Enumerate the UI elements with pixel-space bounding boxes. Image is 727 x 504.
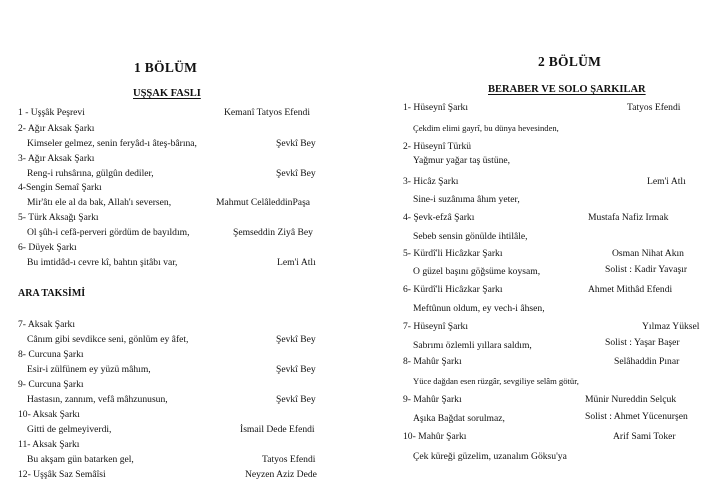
interlude-heading: ARA TAKSİMİ: [18, 288, 86, 299]
entry-composer: Selâhaddin Pınar: [614, 356, 680, 367]
entry-label: 7- Aksak Şarkı: [18, 319, 76, 330]
entry-label: 3- Ağır Aksak Şarkı: [18, 153, 95, 164]
entry-label: 12- Uşşâk Saz Semâîsi: [18, 469, 106, 480]
entry-lyric: Aşıka Bağdat sorulmaz,: [413, 413, 505, 424]
entry-lyric: Bu imtidâd-ı cevre kî, bahtın şitâbı var,: [27, 257, 178, 268]
entry-composer: Şevkî Bey: [276, 394, 316, 405]
entry-lyric: Ol şûh-i cefâ-perveri gördüm de bayıldım,: [27, 227, 190, 238]
section-title: 2 BÖLÜM: [538, 54, 602, 69]
entry-lyric: Reng-i ruhsârına, gülgûn dediler,: [27, 168, 154, 179]
entry-lyric: Gitti de gelmeyiverdi,: [27, 424, 112, 435]
entry-composer: Lem'i Atlı: [647, 176, 686, 187]
entry-composer: Şevkî Bey: [276, 168, 316, 179]
entry-label: 9- Curcuna Şarkı: [18, 379, 84, 390]
entry-composer: Tatyos Efendi: [262, 454, 316, 465]
entry-composer: Neyzen Aziz Dede: [245, 469, 317, 480]
entry-label: 4- Şevk-efzâ Şarkı: [403, 212, 475, 223]
entry-lyric: Sine-i suzânıma âhım yeter,: [413, 194, 520, 205]
entry-composer: Mustafa Nafiz Irmak: [588, 212, 669, 223]
entry-composer: Yılmaz Yüksel: [642, 321, 700, 332]
entry-lyric: Sabrımı özlemli yıllara saldım,: [413, 340, 532, 351]
entry-label: 7- Hüseynî Şarkı: [403, 321, 469, 332]
entry-composer: Arif Sami Toker: [613, 431, 676, 442]
entry-label: 9- Mahûr Şarkı: [403, 394, 462, 405]
entry-lyric: Cânım gibi sevdikce seni, gönlüm ey âfet,: [27, 334, 189, 345]
entry-composer: Şevkî Bey: [276, 334, 316, 345]
entry-lyric: Kimseler gelmez, senin feryâd-ı âteş-bârına,: [27, 138, 197, 149]
entry-composer: Münir Nureddin Selçuk: [585, 394, 677, 405]
entry-label: 5- Kürdî'li Hicâzkar Şarkı: [403, 248, 503, 259]
entry-composer: Tatyos Efendi: [627, 102, 681, 113]
entry-composer: Osman Nihat Akın: [612, 248, 684, 259]
entry-lyric: Yüce dağdan esen rüzgâr, sevgiliye selâm götür,: [413, 376, 579, 386]
entry-composer: Mahmut CelâleddinPaşa: [216, 197, 311, 208]
left-page: [0, 0, 363, 504]
entry-label: 6- Kürdî'li Hicâzkar Şarkı: [403, 284, 503, 295]
entry-label: 5- Türk Aksağı Şarkı: [18, 212, 99, 223]
entry-label: 10- Mahûr Şarkı: [403, 431, 467, 442]
entry-label: 1 - Uşşâk Peşrevi: [18, 107, 85, 118]
entry-lyric: Mir'âtı ele al da bak, Allah'ı seversen,: [27, 197, 172, 208]
entry-label: 3- Hicâz Şarkı: [403, 176, 459, 187]
entry-label: 6- Düyek Şarkı: [18, 242, 77, 253]
section-title: 1 BÖLÜM: [134, 60, 198, 75]
section-subtitle: BERABER VE SOLO ŞARKILAR: [488, 84, 646, 95]
entry-lyric: Meftûnun oldum, ey vech-i âhsen,: [413, 303, 545, 314]
entry-lyric: Çek küreği güzelim, uzanalım Göksu'ya: [413, 451, 567, 462]
entry-lyric: Hastasın, zannım, vefâ mâhzunusun,: [27, 394, 168, 405]
entry-composer: Şevkî Bey: [276, 138, 316, 149]
entry-label: 4-Sengin Semaî Şarkı: [18, 182, 102, 193]
entry-label: 8- Curcuna Şarkı: [18, 349, 84, 360]
entry-lyric: Esir-i zülfünem ey yüzü mâhım,: [27, 364, 151, 375]
entry-label: 1- Hüseynî Şarkı: [403, 102, 469, 113]
entry-label: 2- Ağır Aksak Şarkı: [18, 123, 95, 134]
entry-label: 11- Aksak Şarkı: [18, 439, 80, 450]
entry-composer: Şemseddin Ziyâ Bey: [233, 227, 313, 238]
entry-lyric: Sebeb sensin gönülde ihtilâle,: [413, 231, 528, 242]
entry-solist: Solist : Kadir Yavaşır: [605, 264, 688, 275]
right-page: [363, 0, 727, 504]
entry-composer: Ahmet Mithâd Efendi: [588, 284, 673, 295]
entry-lyric: Çekdim elimi gayrî, bu dünya hevesinden,: [413, 123, 559, 133]
entry-lyric: Bu akşam gün batarken gel,: [27, 454, 134, 465]
entry-lyric: O güzel başını göğsüme koysam,: [413, 266, 541, 277]
entry-label: 10- Aksak Şarkı: [18, 409, 80, 420]
entry-lyric: Yağmur yağar taş üstüne,: [413, 155, 511, 166]
entry-composer: Şevkî Bey: [276, 364, 316, 375]
entry-label: 8- Mahûr Şarkı: [403, 356, 462, 367]
entry-composer: İsmail Dede Efendi: [240, 424, 315, 435]
entry-label: 2- Hüseynî Türkü: [403, 141, 472, 152]
entry-solist: Solist : Ahmet Yücenurşen: [585, 411, 688, 422]
section-subtitle: UŞŞAK FASLI: [133, 88, 201, 99]
entry-composer: Lem'i Atlı: [277, 257, 316, 268]
entry-composer: Kemanî Tatyos Efendi: [224, 107, 311, 118]
entry-solist: Solist : Yaşar Başer: [605, 337, 680, 348]
